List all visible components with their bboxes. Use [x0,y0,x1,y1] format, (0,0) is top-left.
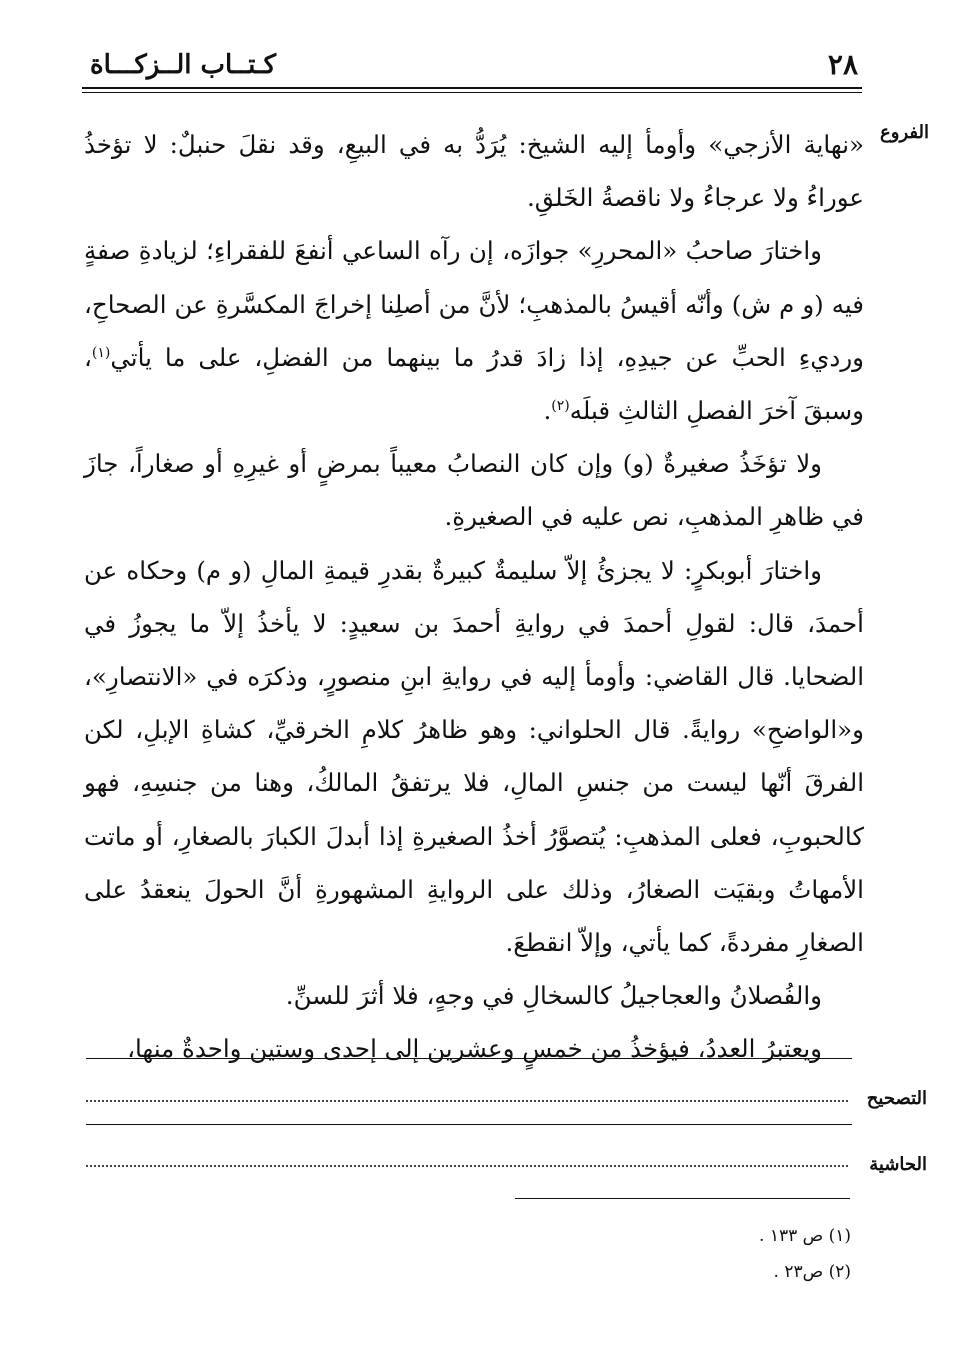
body-end-rule [86,1058,852,1059]
book-title: كـتــاب الــزكـــاة [90,50,277,80]
paragraph-1: «نهاية الأزجي» وأومأ إليه الشيخ: يُرَدُّ به في البيعِ، وقد نقلَ حنبلٌ: لا تؤخذُ عوراءُ ولا عرجاءُ ولا ناقصةُ الخَلقِ. [84,130,864,213]
correction-label: التصحيح [866,1088,927,1109]
footnote-1: (١) ص ١٣٣ . [759,1226,851,1246]
footnote-ref-1: (١) [91,344,111,361]
correction-rule [86,1124,852,1125]
paragraph-2-text: واختارَ صاحبُ «المحررِ» جوازَه، إن رآه الساعي أنفعَ للفقراءِ؛ لزيادةِ صفةٍ فيه (و م ش) وأنّه أقيسُ بالمذهبِ؛ لأنَّ من أصلِنا إخراجَ المكسَّرةِ عن الصحاحِ، ورديءِ الحبِّ عن جيدِهِ، إذا زادَ قدرُ ما بينهما من الفضلِ، على ما يأتي [84,236,864,372]
paragraph-2-tail: ، وسبقَ آخرَ الفصلِ الثالثِ قبلَه [84,342,864,426]
footnotes [759,1218,851,1290]
margin-note-label: الحاشية [869,1154,927,1175]
correction-dotted-line [86,1100,848,1102]
footnote-2: (٢) ص٢٣ . [773,1262,851,1282]
page-header [82,40,862,90]
paragraph-2-period: . [543,396,552,426]
footnote-separator [515,1198,850,1199]
paragraph-5: والفُصلانُ والعجاجيلُ كالسخالِ في وجهٍ، فلا أثرَ للسنِّ. [285,981,822,1011]
page-number: ٢٨ [827,48,858,81]
section-side-label: الفروع [880,122,929,143]
margin-note-dotted-line [86,1165,848,1167]
main-text [84,118,864,1076]
header-rule-thick [82,87,862,89]
paragraph-3: ولا تؤخَذُ صغيرةٌ (و) وإن كان النصابُ معيباً بمرضٍ أو غيرِهِ أو صغاراً، جازَ في ظاهرِ المذهبِ، نص عليه في الصغيرةِ. [84,449,864,532]
header-rule-thin [82,92,862,93]
footnote-ref-2: (٢) [551,397,570,414]
paragraph-2 [84,224,864,437]
paragraph-6: ويعتبرُ العددُ، فيؤخذُ من خمسٍ وعشرين إلى إحدى وستين واحدةٌ منها، [127,1034,822,1064]
paragraph-4: واختارَ أبوبكرٍ: لا يجزئُ إلاّ سليمةٌ كبيرةٌ بقدرِ قيمةِ المالِ (و م) وحكاه عن أحمدَ، قال: لقولِ أحمدَ في روايةِ أحمدَ بن سعيدٍ: لا يأخذُ إلاّ ما يجوزُ في الضحايا. قال القاضي: وأومأ إليه في روايةِ ابنِ منصورٍ، وذكرَه في «الانتصارِ»، و«الواضحِ» روايةً. قال الحلواني: وهو ظاهرُ كلامِ الخرقيِّ، كشاةِ الإبلِ، لكن الفرقَ أنّها ليست من جنسِ المالِ، فلا يرتفقُ المالكُ، وهنا من جنسِهِ، فهو كالحبوبِ، فعلى المذهبِ: يُتصوَّرُ أخذُ الصغيرةِ إذا أبدلَ الكبارَ بالصغارِ، أو ماتت الأمهاتُ وبقيَت الصغارُ، وذلك على الروايةِ المشهورةِ أنَّ الحولَ ينعقدُ على الصغارِ مفردةً، كما يأتي، وإلاّ انقطعَ. [84,555,864,958]
